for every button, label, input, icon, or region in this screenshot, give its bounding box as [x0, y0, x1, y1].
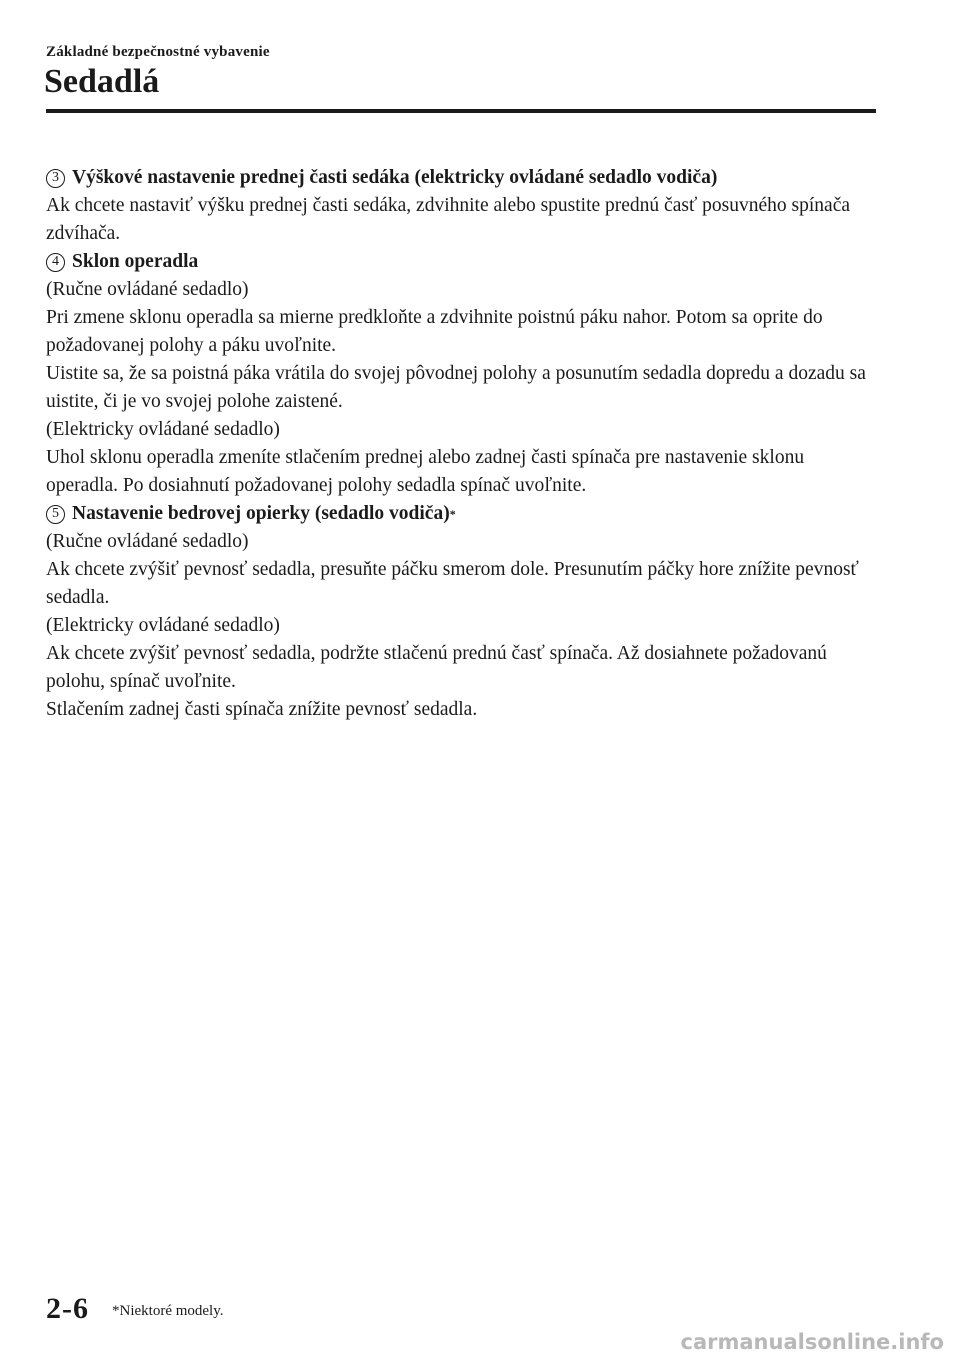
paragraph: Stlačením zadnej časti spínača znížite pevnosť sedadla.	[46, 699, 478, 720]
circled-number-icon: 4	[46, 253, 65, 272]
paragraph: Ak chcete zvýšiť pevnosť sedadla, presuňte páčku smerom dole. Presunutím páčky hore znížite pevnosť sedadla.	[46, 559, 859, 608]
section-heading-text: Výškové nastavenie prednej časti sedáka (elektricky ovládané sedadlo vodiča)	[72, 167, 718, 188]
main-content	[46, 164, 876, 724]
paragraph: Uhol sklonu operadla zmeníte stlačením prednej alebo zadnej časti spínača pre nastavenie sklonu operadla. Po dosiahnutí požadovanej polohy sedadla spínač uvoľnite.	[46, 447, 805, 496]
header-divider	[46, 109, 876, 113]
section-heading: 5 Nastavenie bedrovej opierky (sedadlo vodiča) *	[46, 500, 876, 528]
paragraph: (Ručne ovládané sedadlo)	[46, 531, 249, 552]
circled-number-icon: 5	[46, 505, 65, 524]
watermark: carmanualsonline.info	[680, 1330, 944, 1354]
paragraph: Ak chcete zvýšiť pevnosť sedadla, podržte stlačenú prednú časť spínača. Až dosiahnete požadovanú polohu, spínač uvoľnite.	[46, 643, 827, 692]
paragraph: (Elektricky ovládané sedadlo)	[46, 419, 280, 440]
paragraph: Ak chcete nastaviť výšku prednej časti sedáka, zdvihnite alebo spustite prednú časť posuvného spínača zdvíhača.	[46, 195, 851, 244]
footnote: *Niektoré modely.	[112, 1303, 224, 1319]
page-title: Sedadlá	[44, 63, 160, 100]
section-3	[46, 164, 876, 248]
section-heading-text: Nastavenie bedrovej opierky (sedadlo vodiča)	[72, 503, 450, 524]
section-5	[46, 500, 876, 724]
paragraph: (Elektricky ovládané sedadlo)	[46, 615, 280, 636]
section-4	[46, 248, 876, 500]
paragraph: Uistite sa, že sa poistná páka vrátila do svojej pôvodnej polohy a posunutím sedadla dopredu a dozadu sa uistite, či je vo svojej polohe zaistené.	[46, 363, 866, 412]
circled-number-icon: 3	[46, 169, 65, 188]
section-heading	[46, 248, 876, 276]
section-header-label: Základné bezpečnostné vybavenie	[46, 44, 270, 60]
section-heading	[46, 164, 876, 192]
paragraph: (Ručne ovládané sedadlo)	[46, 279, 249, 300]
paragraph: Pri zmene sklonu operadla sa mierne predkloňte a zdvihnite poistnú páku nahor. Potom sa oprite do požadovanej polohy a páku uvoľnite.	[46, 307, 823, 356]
page-number: 2-6	[46, 1292, 89, 1325]
section-heading-text: Sklon operadla	[72, 251, 199, 272]
